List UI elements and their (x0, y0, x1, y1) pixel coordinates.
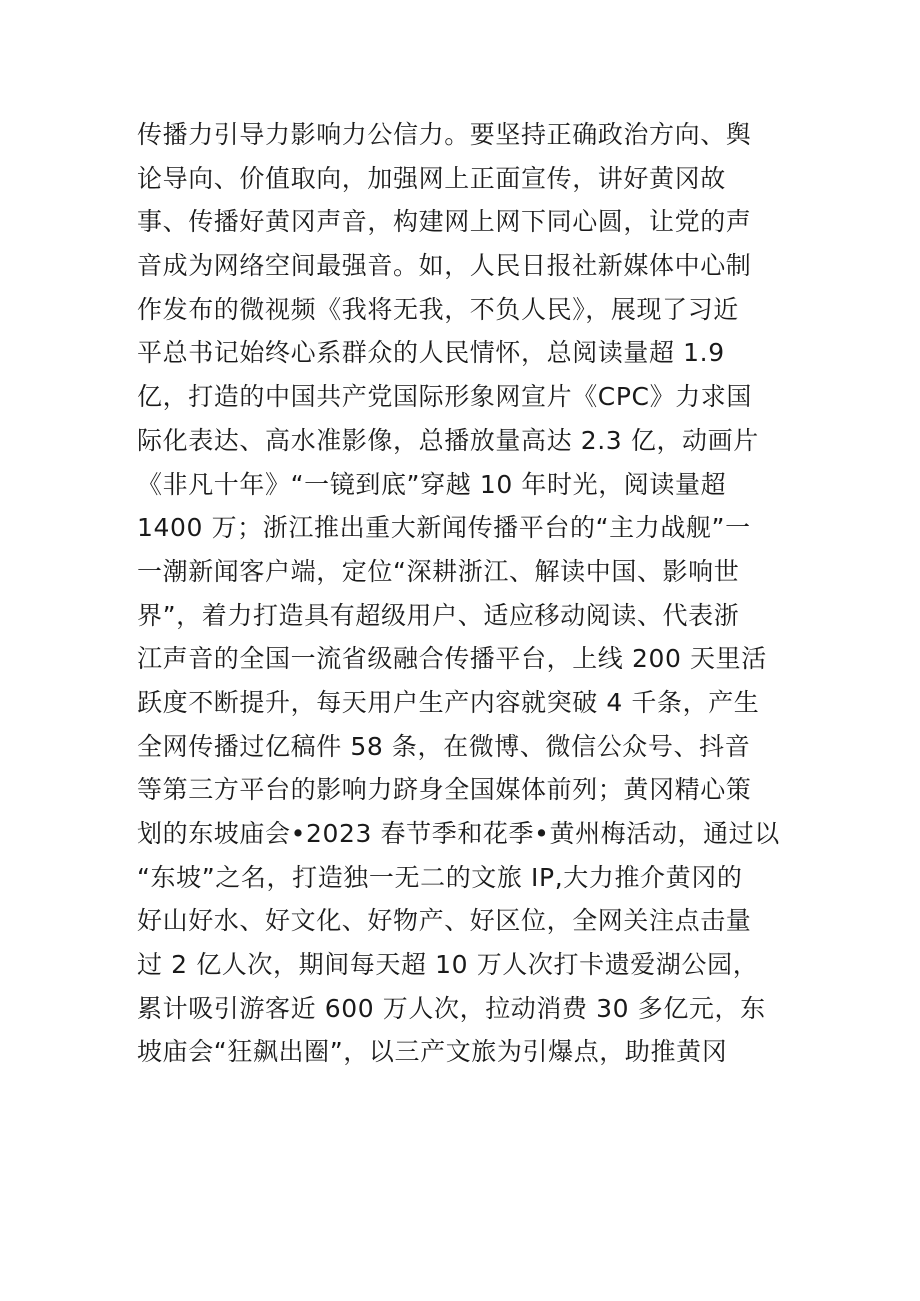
text-line: 好山好水、好文化、好物产、好区位，全网关注点击量 (137, 906, 752, 936)
text-line: 江声音的全国一流省级融合传播平台，上线 200 天里活 (137, 644, 767, 674)
text-line: 亿，打造的中国共产党国际形象网宣片《CPC》力求国 (137, 382, 752, 412)
text-line: 跃度不断提升，每天用户生产内容就突破 4 千条，产生 (137, 687, 760, 717)
text-line: 累计吸引游客近 600 万人次，拉动消费 30 多亿元，东 (137, 993, 766, 1023)
text-line: 界”，着力打造具有超级用户、适应移动阅读、代表浙 (137, 600, 740, 630)
text-line: 音成为网络空间最强音。如，人民日报社新媒体中心制 (137, 251, 752, 281)
text-line: 等第三方平台的影响力跻身全国媒体前列；黄冈精心策 (137, 775, 752, 805)
text-line: 际化表达、高水准影像，总播放量高达 2.3 亿，动画片 (137, 425, 759, 455)
text-line: 一潮新闻客户端，定位“深耕浙江、解读中国、影响世 (137, 556, 740, 586)
text-line: 全网传播过亿稿件 58 条，在微博、微信公众号、抖音 (137, 731, 751, 761)
text-line: 论导向、价值取向，加强网上正面宣传，讲好黄冈故 (137, 163, 726, 193)
text-line: 坡庙会“狂飙出圈”，以三产文旅为引爆点，助推黄冈 (137, 1037, 728, 1067)
text-line: 作发布的微视频《我将无我，不负人民》，展现了习近 (137, 294, 739, 324)
text-line: 事、传播好黄冈声音，构建网上网下同心圆，让党的声 (137, 207, 752, 237)
text-line: 过 2 亿人次，期间每天超 10 万人次打卡遗爱湖公园， (137, 950, 759, 980)
text-line: 传播力引导力影响力公信力。要坚持正确政治方向、舆 (137, 120, 752, 149)
text-line: 划的东坡庙会•2023 春节季和花季•黄州梅活动，通过以 (137, 819, 780, 848)
text-line: 1400 万；浙江推出重大新闻传播平台的“主力战舰”一 (137, 513, 751, 543)
text-line: “东坡”之名，打造独一无二的文旅 IP,大力推介黄冈的 (137, 862, 743, 892)
body-paragraph (137, 113, 787, 1074)
text-line: 平总书记始终心系群众的人民情怀，总阅读量超 1.9 (137, 338, 725, 368)
text-line: 《非凡十年》“一镜到底”穿越 10 年时光，阅读量超 (137, 469, 727, 499)
